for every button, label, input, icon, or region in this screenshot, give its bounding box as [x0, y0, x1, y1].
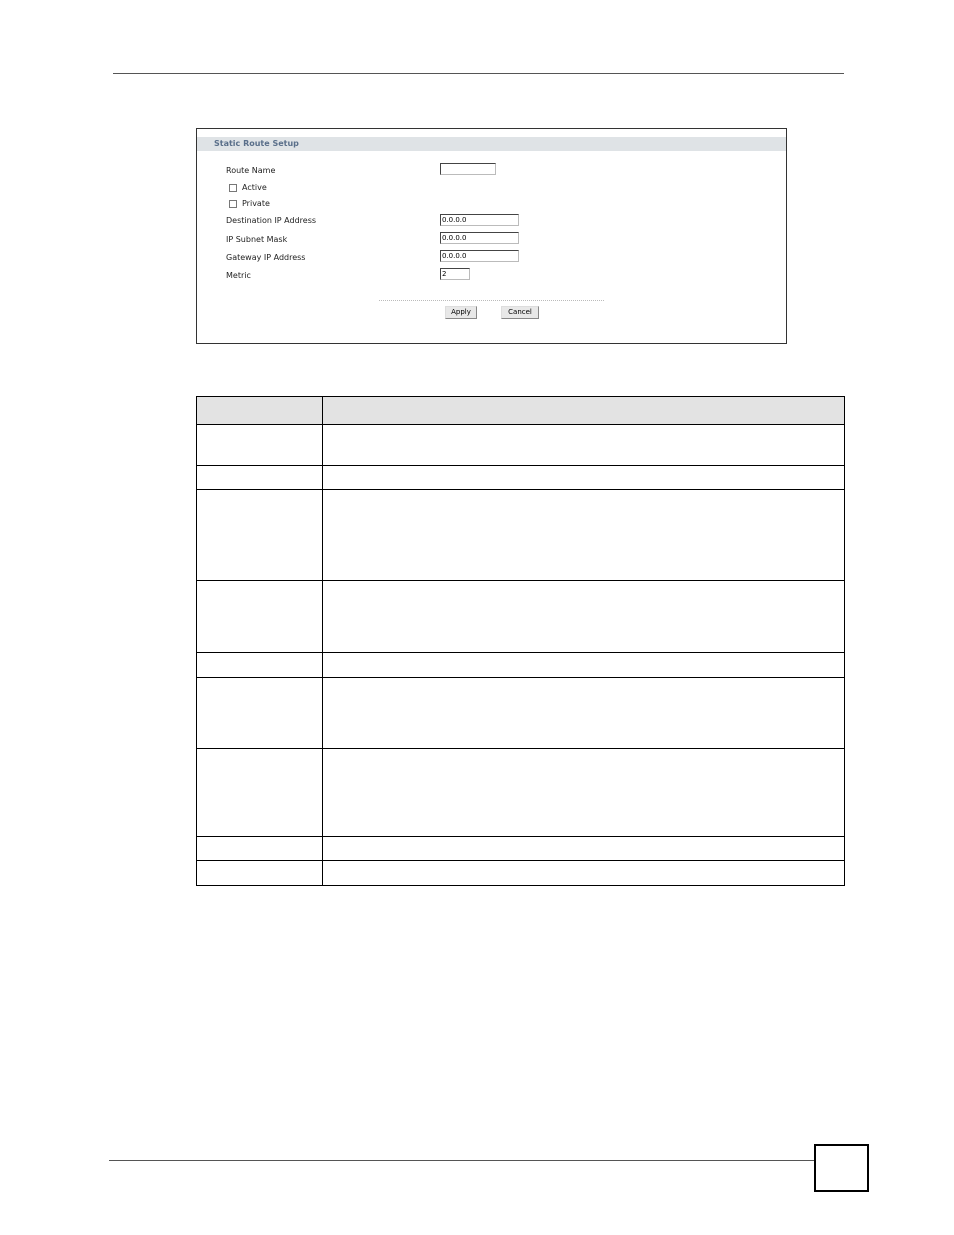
metric-input[interactable]: 2: [440, 268, 470, 280]
table-cell: [323, 653, 845, 678]
destination-ip-label: Destination IP Address: [226, 216, 317, 225]
page-number-box: [814, 1144, 869, 1192]
table-cell: [323, 490, 845, 581]
table-cell: [197, 653, 323, 678]
gateway-ip-label: Gateway IP Address: [226, 253, 306, 262]
private-checkbox[interactable]: [229, 200, 237, 208]
table-cell: [197, 425, 323, 466]
cancel-button[interactable]: Cancel: [501, 306, 539, 319]
table-row: [197, 837, 845, 861]
field-description-table: [196, 396, 845, 886]
table-cell: [323, 678, 845, 749]
table-cell: [197, 861, 323, 886]
table-header-cell: [323, 397, 845, 425]
table-cell: [197, 490, 323, 581]
table-cell: [197, 466, 323, 490]
panel-header: [197, 137, 786, 151]
table-cell: [197, 837, 323, 861]
subnet-mask-label: IP Subnet Mask: [226, 235, 288, 244]
button-separator: [379, 300, 604, 301]
table-cell: [197, 678, 323, 749]
footer-rule: [109, 1160, 814, 1161]
metric-label: Metric: [226, 271, 251, 280]
header-rule: [113, 73, 844, 74]
subnet-mask-input[interactable]: 0.0.0.0: [440, 232, 519, 244]
table-header-row: [197, 397, 845, 425]
table-row: [197, 425, 845, 466]
table-cell: [197, 581, 323, 653]
table-cell: [323, 581, 845, 653]
table-cell: [323, 749, 845, 837]
table-row: [197, 466, 845, 490]
private-row: [229, 199, 270, 209]
table-cell: [323, 861, 845, 886]
active-checkbox[interactable]: [229, 184, 237, 192]
route-name-label: Route Name: [226, 166, 276, 175]
route-name-input[interactable]: [440, 163, 496, 175]
static-route-setup-panel: [196, 128, 787, 344]
destination-ip-input[interactable]: 0.0.0.0: [440, 214, 519, 226]
table-row: [197, 678, 845, 749]
active-label: Active: [242, 183, 267, 192]
private-label: Private: [242, 199, 270, 208]
gateway-ip-input[interactable]: 0.0.0.0: [440, 250, 519, 262]
table-row: [197, 749, 845, 837]
table-row: [197, 653, 845, 678]
table-cell: [323, 425, 845, 466]
table-header-cell: [197, 397, 323, 425]
table-cell: [323, 466, 845, 490]
apply-button[interactable]: Apply: [445, 306, 477, 319]
active-row: [229, 183, 267, 193]
table-row: [197, 861, 845, 886]
table-cell: [323, 837, 845, 861]
panel-title: Static Route Setup: [214, 139, 299, 148]
table-row: [197, 490, 845, 581]
table-row: [197, 581, 845, 653]
table-cell: [197, 749, 323, 837]
